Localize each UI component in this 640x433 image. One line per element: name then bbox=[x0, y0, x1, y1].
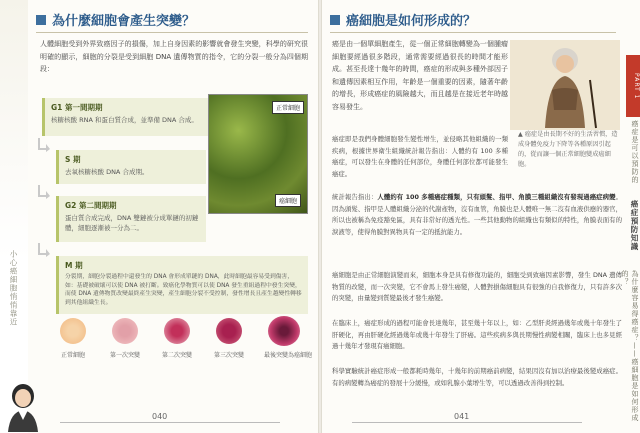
right-side-vertical-2: 為什麼容易得癌症？——癌細胞是如何形成的？ bbox=[621, 270, 639, 422]
cell-label: 第一次突變 bbox=[109, 352, 140, 359]
cell-mutation-3-icon bbox=[216, 318, 242, 344]
cell-cancer-icon bbox=[268, 316, 300, 346]
phase-desc: 蛋白質合成完成，DNA 雙鏈被分成單鏈的初鏈體，細胞逐漸被一分為二。 bbox=[65, 214, 199, 232]
footer-rule bbox=[352, 422, 582, 423]
cell-label: 第二次突變 bbox=[161, 352, 192, 359]
right-heading bbox=[330, 10, 476, 29]
page-number: 041 bbox=[454, 412, 470, 421]
mutation-sequence bbox=[60, 318, 310, 378]
phase-g1 bbox=[42, 98, 222, 136]
author-portrait bbox=[4, 380, 42, 432]
phase-title: G1 第一間期期 bbox=[51, 103, 103, 112]
elderly-woman-illustration bbox=[510, 40, 620, 130]
right-heading-text: 癌細胞是如何形成的？ bbox=[346, 14, 477, 29]
cell-label: 第三次突變 bbox=[213, 352, 244, 359]
part-tab: PART 1 bbox=[626, 55, 640, 117]
phase-arrow-icon bbox=[38, 243, 50, 257]
cell-label: 正常細胞 bbox=[60, 352, 85, 359]
right-side-vertical-bold: 癌症預防知識 bbox=[630, 200, 639, 251]
phase-arrow-icon bbox=[38, 138, 50, 152]
left-page bbox=[0, 0, 318, 433]
normal-cell-tag: 正常細胞 bbox=[272, 101, 304, 114]
cell-label: 最後突變為癌細胞 bbox=[263, 352, 312, 359]
right-para-6: 科學實驗統計癌症形成一般都耗時幾年，十幾年的前期癌前病變，結果因沒有加以治療最後變成癌症。有的病變轉為癌症的發展十分緩慢，或如乳腺小葉增生等，可以透過改善得到控制。 bbox=[332, 367, 622, 387]
footer-rule bbox=[60, 422, 280, 423]
right-side-vertical-1: 癌症是可以預防的 bbox=[631, 120, 639, 184]
left-side-vertical-text: 小心癌細胞悄悄靠近 bbox=[9, 250, 18, 327]
right-heading-rule bbox=[330, 32, 616, 33]
left-intro: 人體細胞受到外界致癌因子的損傷，加上自身因素的影響就會發生突變，科學的研究很明確的顯示，細胞的分裂是受到細胞 DNA 遺傳物質的指令，它的分裂一般分為四個期段： bbox=[40, 40, 308, 73]
right-para-1: 癌是由一個單細胞產生，從一個正常細胞轉變為一個腫瘤細胞要經過很多階段，通常需要經過很長的時間才能形成。甚至長達十幾年的時間，癌症的形成與多種外部因子和遺傳因素相互作用，年齡是一個重要的因素，隨著年齡的增長，形成癌症的風險越大，而且越是在接近老年時越容易發生。 bbox=[332, 40, 508, 111]
heading-square-icon bbox=[36, 15, 46, 25]
cell-mutation-2-icon bbox=[164, 318, 190, 344]
left-heading-text: 為什麼細胞會產生突變？ bbox=[52, 14, 196, 29]
phase-g2 bbox=[56, 196, 206, 242]
caption-text: 癌症是由長期不好的生活習慣，造成身體免疫力下降等各種原因引起的，從而讓一個正常細胞變成癌細胞。 bbox=[518, 131, 618, 168]
right-para-5: 在臨床上，癌症形成的過程可能會長達幾年，甚至幾十年以上，如：乙型肝炎經過幾年或幾十年發生了肝硬化，再由肝硬化經過幾年或幾十年發生了肝癌。這些疾病多與長期慢性病變相關，臨床上也多見經過十幾年才發現有癌細胞。 bbox=[332, 319, 622, 350]
phase-s bbox=[56, 150, 206, 184]
phase-title: G2 第二間期期 bbox=[65, 201, 117, 210]
phase-desc: 核糖核酸 RNA 和蛋白質合成，並準備 DNA 合成。 bbox=[51, 116, 198, 124]
para3-pre: 統計報告指出： bbox=[332, 193, 378, 201]
right-para-2: 癌症即是我們身體細胞發生變性增生，並侵略其他組織的一類疾病，根據世界衛生組織統計報告指出：人體約有 100 多種癌症，可以發生在身體的任何部位，身體任何部位都可能發生癌症。 bbox=[332, 135, 508, 178]
left-heading-rule bbox=[36, 32, 308, 33]
phase-title: M 期 bbox=[65, 261, 83, 270]
heading-square-icon bbox=[330, 15, 340, 25]
caption-triangle-icon: ▲ bbox=[518, 131, 523, 138]
para3-post: 。因為頭髮、指甲是人體組織分泌的代謝產物，沒有血管，角膜也是人體唯一無二沒有血液供應的器官，所以也被稱為免疫豁免區，具有非常好的透光性。一些其他動物的組織也有類似的特性，角膜表面有的淚液等，使得角膜對異物具有一定的抵抗能力。 bbox=[332, 193, 622, 236]
right-para-4: 癌細胞是由正常細胞演變而來，細胞本身是具有修復功能的，細胞受到致癌因素影響，發生 DNA 遺傳物質的改變，而一次突變，它不會馬上發生癌變，人體對損傷細胞具有很強的自我修復力，只有許多次的突變，由量變到質變最後才發生癌變。 bbox=[332, 271, 622, 302]
phase-desc: 去氧核糖核酸 DNA 合成期。 bbox=[65, 168, 149, 176]
para3-highlight: 人體約有 100 多種癌症種類，只有頭髮、指甲、角膜三種組織沒有發現過癌症病變 bbox=[377, 193, 616, 201]
micrograph-image bbox=[208, 94, 308, 214]
phase-title: S 期 bbox=[65, 155, 81, 164]
right-page bbox=[322, 0, 640, 433]
right-para-3 bbox=[332, 192, 622, 238]
cell-normal-icon bbox=[60, 318, 86, 344]
phase-desc: 分裂期，細胞分裂過程中還發生的 DNA 會形成單鏈的 DNA，此時細胞最容易受到傷害，如：基礎被破壞可以使 DNA 被打斷。致癌化學物質可以使 DNA 發生重組過程中發生突變，而使 DNA 遺傳物質改變最終產生突變，產生細胞分裂不受控制，發性增長且產生越變性轉移到其他組織生長。 bbox=[65, 274, 302, 306]
phase-arrow-icon bbox=[38, 185, 50, 199]
illustration-caption bbox=[518, 130, 620, 170]
page-number: 040 bbox=[152, 412, 168, 421]
cell-mutation-1-icon bbox=[112, 318, 138, 344]
left-heading bbox=[36, 10, 195, 29]
phase-m bbox=[56, 256, 308, 314]
cancer-cell-tag: 癌細胞 bbox=[275, 194, 301, 207]
